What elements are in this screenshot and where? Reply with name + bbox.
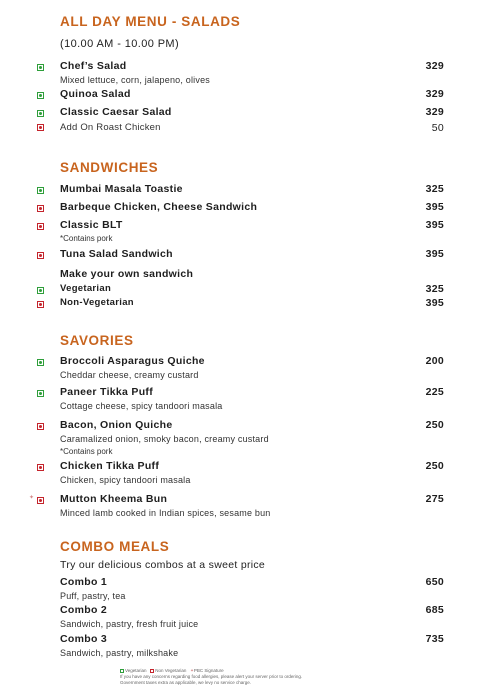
menu-item-price: 329	[425, 88, 444, 100]
menu-item-name: Broccoli Asparagus Quiche	[60, 355, 205, 367]
nonveg-indicator-icon	[37, 252, 44, 259]
menu-item-name: Non-Vegetarian	[60, 297, 134, 308]
salads-timing: (10.00 AM - 10.00 PM)	[60, 38, 180, 50]
menu-item-name: Mumbai Masala Toastie	[60, 183, 183, 195]
menu-item-name: Chicken Tikka Puff	[60, 460, 160, 472]
menu-item-description: Sandwich, pastry, fresh fruit juice	[60, 619, 199, 629]
menu-item-name: Bacon, Onion Quiche	[60, 419, 173, 431]
menu-item-name: Tuna Salad Sandwich	[60, 248, 173, 260]
nonveg-indicator-icon	[37, 301, 44, 308]
menu-item-price: 225	[425, 386, 444, 398]
section-heading-savories: SAVORIES	[60, 333, 134, 348]
menu-item-name: Classic Caesar Salad	[60, 106, 172, 118]
signature-legend-icon: ✦	[190, 668, 194, 673]
legend-signature-label: PBC Signature	[193, 668, 224, 673]
menu-item-name: Classic BLT	[60, 219, 123, 231]
section-heading-salads: ALL DAY MENU - SALADS	[60, 14, 241, 29]
nonveg-indicator-icon	[37, 497, 44, 504]
menu-item-description: Cottage cheese, spicy tandoori masala	[60, 401, 223, 411]
nonveg-indicator-icon	[37, 464, 44, 471]
menu-item-price: 395	[425, 297, 444, 309]
menu-item-name: Quinoa Salad	[60, 88, 131, 100]
legend	[120, 668, 224, 673]
menu-item-price: 735	[425, 633, 444, 645]
veg-legend-icon	[120, 669, 124, 673]
menu-item-description: Sandwich, pastry, milkshake	[60, 648, 179, 658]
nonveg-indicator-icon	[37, 124, 44, 131]
menu-item-price: 50	[431, 122, 444, 134]
section-heading-sandwiches: SANDWICHES	[60, 160, 159, 175]
menu-item-note: *Contains pork	[60, 234, 113, 243]
menu-item-name: Combo 3	[60, 633, 108, 645]
nonveg-indicator-icon	[37, 223, 44, 230]
menu-item-price: 395	[425, 219, 444, 231]
menu-item-name: Combo 2	[60, 604, 108, 616]
menu-item-price: 275	[425, 493, 444, 505]
menu-item-price: 250	[425, 419, 444, 431]
menu-item-price: 325	[425, 183, 444, 195]
menu-item-name: Add On Roast Chicken	[60, 122, 161, 133]
nonveg-indicator-icon	[37, 423, 44, 430]
veg-indicator-icon	[37, 64, 44, 71]
veg-indicator-icon	[37, 110, 44, 117]
veg-indicator-icon	[37, 187, 44, 194]
combos-tagline: Try our delicious combos at a sweet price	[60, 559, 266, 571]
menu-item-price: 200	[425, 355, 444, 367]
menu-item-description: Puff, pastry, tea	[60, 591, 126, 601]
menu-item-price: 395	[425, 201, 444, 213]
veg-indicator-icon	[37, 287, 44, 294]
menu-item-name: Mutton Kheema Bun	[60, 493, 168, 505]
signature-icon: ✦	[29, 495, 35, 501]
make-your-own-title: Make your own sandwich	[60, 268, 194, 280]
nonveg-indicator-icon	[37, 205, 44, 212]
legend-veg-label: Vegetarian	[125, 668, 147, 673]
allergy-disclaimer: If you have any concerns regarding food allergies, please alert your server prior to ordering.	[120, 674, 303, 679]
menu-item-description: Minced lamb cooked in Indian spices, sesame bun	[60, 508, 271, 518]
menu-item-price: 250	[425, 460, 444, 472]
veg-indicator-icon	[37, 390, 44, 397]
section-heading-combos: COMBO MEALS	[60, 539, 170, 554]
nonveg-legend-icon	[150, 669, 154, 673]
veg-indicator-icon	[37, 359, 44, 366]
menu-item-price: 685	[425, 604, 444, 616]
menu-item-price: 395	[425, 248, 444, 260]
menu-item-price: 650	[425, 576, 444, 588]
menu-item-name: Paneer Tikka Puff	[60, 386, 154, 398]
veg-indicator-icon	[37, 92, 44, 99]
legend-nonveg-label: Non Vegetarian	[155, 668, 187, 673]
menu-item-name: Barbeque Chicken, Cheese Sandwich	[60, 201, 258, 213]
menu-item-price: 329	[425, 60, 444, 72]
menu-item-note: *Contains pork	[60, 447, 113, 456]
menu-item-name: Combo 1	[60, 576, 108, 588]
menu-item-description: Caramalized onion, smoky bacon, creamy custard	[60, 434, 269, 444]
menu-item-price: 325	[425, 283, 444, 295]
menu-item-description: Mixed lettuce, corn, jalapeno, olives	[60, 75, 210, 85]
menu-item-price: 329	[425, 106, 444, 118]
menu-item-name: Vegetarian	[60, 283, 112, 294]
menu-item-name: Chef’s Salad	[60, 60, 127, 72]
menu-item-description: Cheddar cheese, creamy custard	[60, 370, 199, 380]
tax-disclaimer: Government taxes extra as applicable, we levy no service charge.	[120, 680, 252, 685]
menu-item-description: Chicken, spicy tandoori masala	[60, 475, 191, 485]
